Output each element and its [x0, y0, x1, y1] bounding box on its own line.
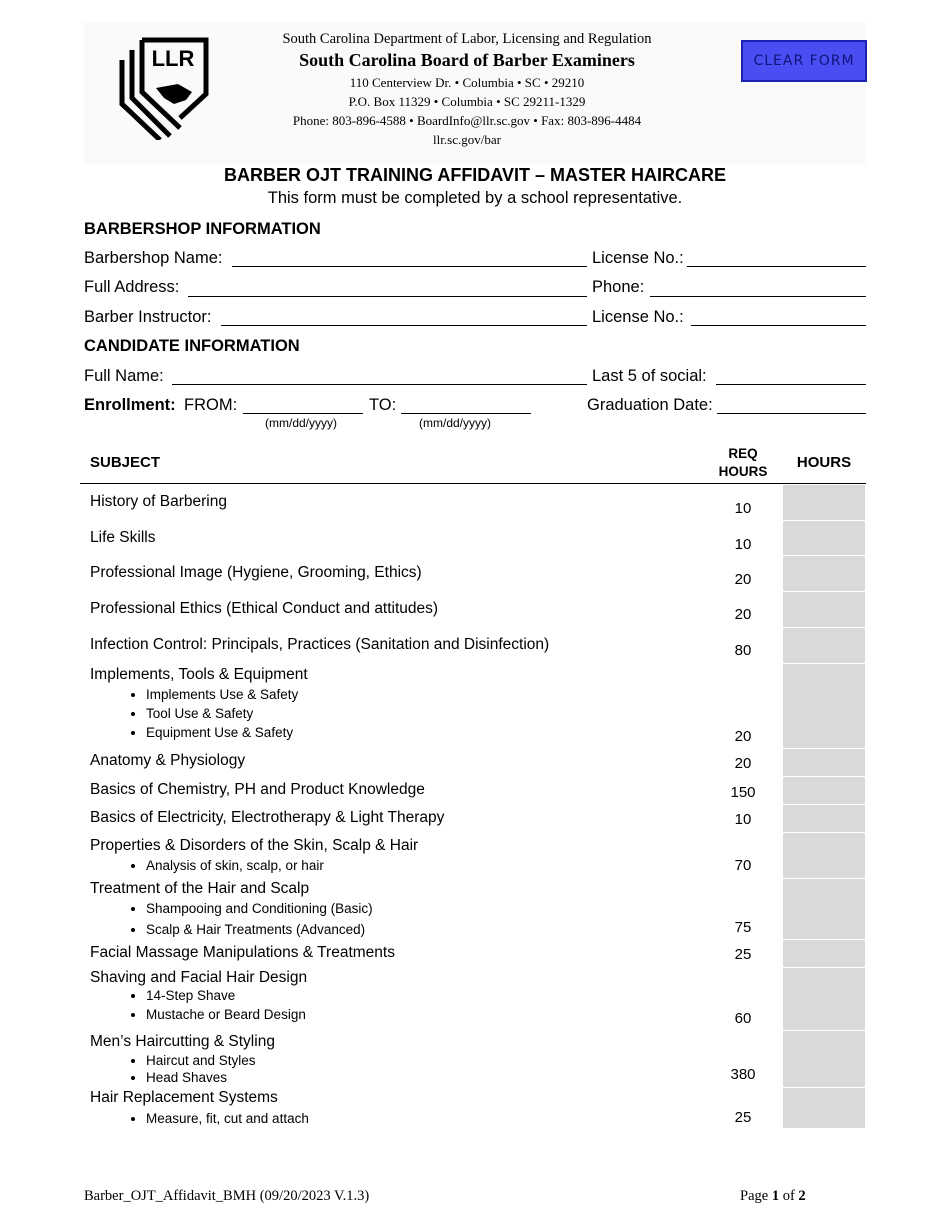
subject-label: Professional Image (Hygiene, Grooming, Ethics) — [90, 564, 422, 581]
subject-bullet: • Measure, fit, cut and attach — [146, 1109, 309, 1128]
subject-label: Professional Ethics (Ethical Conduct and attitudes) — [90, 600, 439, 617]
enrollment-label: Enrollment: — [84, 396, 176, 414]
phone-label: Phone: — [592, 278, 645, 296]
table-row — [80, 968, 866, 1031]
contact-info: Phone: 803-896-4588 • BoardInfo@llr.sc.gov • Fax: 803-896-4484 — [292, 113, 642, 128]
enrollment-to-field[interactable] — [401, 413, 531, 414]
full-name-field[interactable] — [172, 384, 587, 385]
required-hours: 20 — [734, 606, 752, 623]
current-page: 1 — [771, 1188, 780, 1204]
from-date-format-hint: (mm/dd/yyyy) — [265, 416, 337, 430]
table-row — [80, 592, 866, 628]
subject-bullet-list — [110, 856, 324, 875]
hours-column-header: HOURS — [796, 454, 852, 471]
subject-label: Anatomy & Physiology — [90, 752, 246, 769]
clear-form-button[interactable]: CLEAR FORM — [741, 40, 867, 82]
required-hours: 10 — [734, 811, 752, 828]
required-hours: 25 — [734, 946, 752, 963]
req-header-line1: REQ — [728, 446, 758, 461]
subject-label: Men’s Haircutting & Styling — [90, 1033, 275, 1050]
subject-bullet: • 14-Step Shave — [146, 986, 306, 1005]
hours-input[interactable] — [783, 879, 865, 940]
full-name-label: Full Name: — [84, 367, 164, 385]
table-row — [80, 940, 866, 968]
table-row — [80, 1031, 866, 1088]
barbershop-name-field[interactable] — [232, 266, 587, 267]
subject-label: Life Skills — [90, 529, 156, 546]
table-row — [80, 833, 866, 879]
department-name: South Carolina Department of Labor, Licensing and Regulation — [282, 31, 652, 47]
table-row — [80, 805, 866, 833]
subject-bullet: • Head Shaves — [146, 1069, 256, 1086]
license-no-label: License No.: — [592, 249, 684, 267]
to-label: TO: — [369, 396, 397, 414]
subject-bullet-list — [110, 899, 373, 939]
subject-label: Shaving and Facial Hair Design — [90, 969, 308, 986]
subject-bullet-list — [110, 1109, 309, 1128]
barbershop-license-field[interactable] — [687, 266, 866, 267]
table-row — [80, 521, 866, 556]
form-version-id: Barber_OJT_Affidavit_BMH (09/20/2023 V.1.3) — [84, 1188, 370, 1204]
board-name: South Carolina Board of Barber Examiners — [299, 50, 635, 70]
graduation-date-field[interactable] — [717, 413, 866, 414]
logo-text: LLR — [151, 46, 195, 71]
required-hours: 20 — [734, 571, 752, 588]
subject-label: Basics of Electricity, Electrotherapy & Light Therapy — [90, 809, 445, 826]
hours-input[interactable] — [783, 833, 865, 879]
required-hours: 380 — [730, 1066, 756, 1083]
subject-bullet: • Shampooing and Conditioning (Basic) — [146, 899, 373, 918]
required-hours: 10 — [734, 536, 752, 553]
enrollment-from-field[interactable] — [243, 413, 363, 414]
required-hours: 10 — [734, 500, 752, 517]
barbershop-name-label: Barbershop Name: — [84, 249, 223, 267]
hours-input[interactable] — [783, 556, 865, 592]
website: llr.sc.gov/bar — [433, 132, 501, 147]
subject-column-header: SUBJECT — [90, 454, 161, 471]
subject-bullet-list — [110, 986, 306, 1024]
req-hours-column-header — [710, 445, 776, 481]
subject-label: Infection Control: Principals, Practices (Sanitation and Disinfection) — [90, 636, 550, 653]
required-hours: 20 — [734, 755, 752, 772]
last5-social-field[interactable] — [716, 384, 866, 385]
llr-logo — [116, 32, 216, 140]
last5-social-label: Last 5 of social: — [592, 367, 707, 385]
hours-input[interactable] — [783, 592, 865, 628]
subject-bullet: • Analysis of skin, scalp, or hair — [146, 856, 324, 875]
page-of: of — [779, 1188, 799, 1204]
subject-label: Treatment of the Hair and Scalp — [90, 880, 310, 897]
table-row — [80, 485, 866, 521]
phone-field[interactable] — [650, 296, 866, 297]
instructor-license-label: License No.: — [592, 308, 684, 326]
req-header-line2: HOURS — [718, 464, 768, 479]
required-hours: 150 — [730, 784, 756, 801]
subject-bullet: • Haircut and Styles — [146, 1052, 256, 1069]
table-row — [80, 664, 866, 749]
subject-label: Hair Replacement Systems — [90, 1089, 278, 1106]
page-number — [740, 1188, 806, 1205]
graduation-date-label: Graduation Date: — [587, 396, 713, 414]
subject-bullet-list — [110, 1052, 256, 1086]
full-address-field[interactable] — [188, 296, 587, 297]
table-row — [80, 628, 866, 664]
form-title: BARBER OJT TRAINING AFFIDAVIT – MASTER HAIRCARE — [223, 165, 726, 185]
table-header-rule — [80, 483, 866, 484]
subject-label: Facial Massage Manipulations & Treatments — [90, 944, 395, 961]
hours-input[interactable] — [783, 805, 865, 833]
subject-bullet: • Tool Use & Safety — [146, 704, 298, 723]
required-hours: 25 — [734, 1109, 752, 1126]
table-row — [80, 777, 866, 805]
barber-instructor-label: Barber Instructor: — [84, 308, 212, 326]
table-row — [80, 749, 866, 777]
table-row — [80, 879, 866, 940]
subject-label: History of Barbering — [90, 493, 227, 510]
instructor-license-field[interactable] — [691, 325, 866, 326]
hours-input[interactable] — [783, 521, 865, 556]
total-pages: 2 — [798, 1188, 806, 1204]
hours-input[interactable] — [783, 664, 865, 749]
subject-label: Basics of Chemistry, PH and Product Knowledge — [90, 781, 425, 798]
from-label: FROM: — [184, 396, 238, 414]
hours-input[interactable] — [783, 1031, 865, 1088]
hours-input[interactable] — [783, 940, 865, 968]
po-box-address: P.O. Box 11329 • Columbia • SC 29211-1329 — [348, 94, 586, 109]
table-row — [80, 556, 866, 592]
subject-label: Implements, Tools & Equipment — [90, 666, 308, 683]
subject-bullet: • Implements Use & Safety — [146, 685, 298, 704]
subject-bullet: • Scalp & Hair Treatments (Advanced) — [146, 920, 373, 939]
subject-bullet: • Equipment Use & Safety — [146, 723, 298, 742]
hours-input[interactable] — [783, 485, 865, 521]
street-address: 110 Centerview Dr. • Columbia • SC • 29210 — [349, 75, 585, 90]
form-subtitle: This form must be completed by a school representative. — [267, 189, 683, 207]
barbershop-section-heading: BARBERSHOP INFORMATION — [84, 220, 321, 238]
hours-input[interactable] — [783, 749, 865, 777]
to-date-format-hint: (mm/dd/yyyy) — [419, 416, 491, 430]
required-hours: 20 — [734, 728, 752, 745]
candidate-section-heading: CANDIDATE INFORMATION — [84, 337, 300, 355]
subject-bullet-list — [110, 685, 298, 742]
table-row — [80, 1088, 866, 1129]
required-hours: 75 — [734, 919, 752, 936]
full-address-label: Full Address: — [84, 278, 180, 296]
page-prefix: Page — [740, 1188, 772, 1204]
hours-input[interactable] — [783, 1088, 865, 1129]
required-hours: 70 — [734, 857, 752, 874]
required-hours: 60 — [734, 1010, 752, 1027]
hours-input[interactable] — [783, 968, 865, 1031]
barber-instructor-field[interactable] — [221, 325, 587, 326]
hours-input[interactable] — [783, 777, 865, 805]
subject-label: Properties & Disorders of the Skin, Scalp & Hair — [90, 837, 419, 854]
subject-bullet: • Mustache or Beard Design — [146, 1005, 306, 1024]
required-hours: 80 — [734, 642, 752, 659]
hours-input[interactable] — [783, 628, 865, 664]
